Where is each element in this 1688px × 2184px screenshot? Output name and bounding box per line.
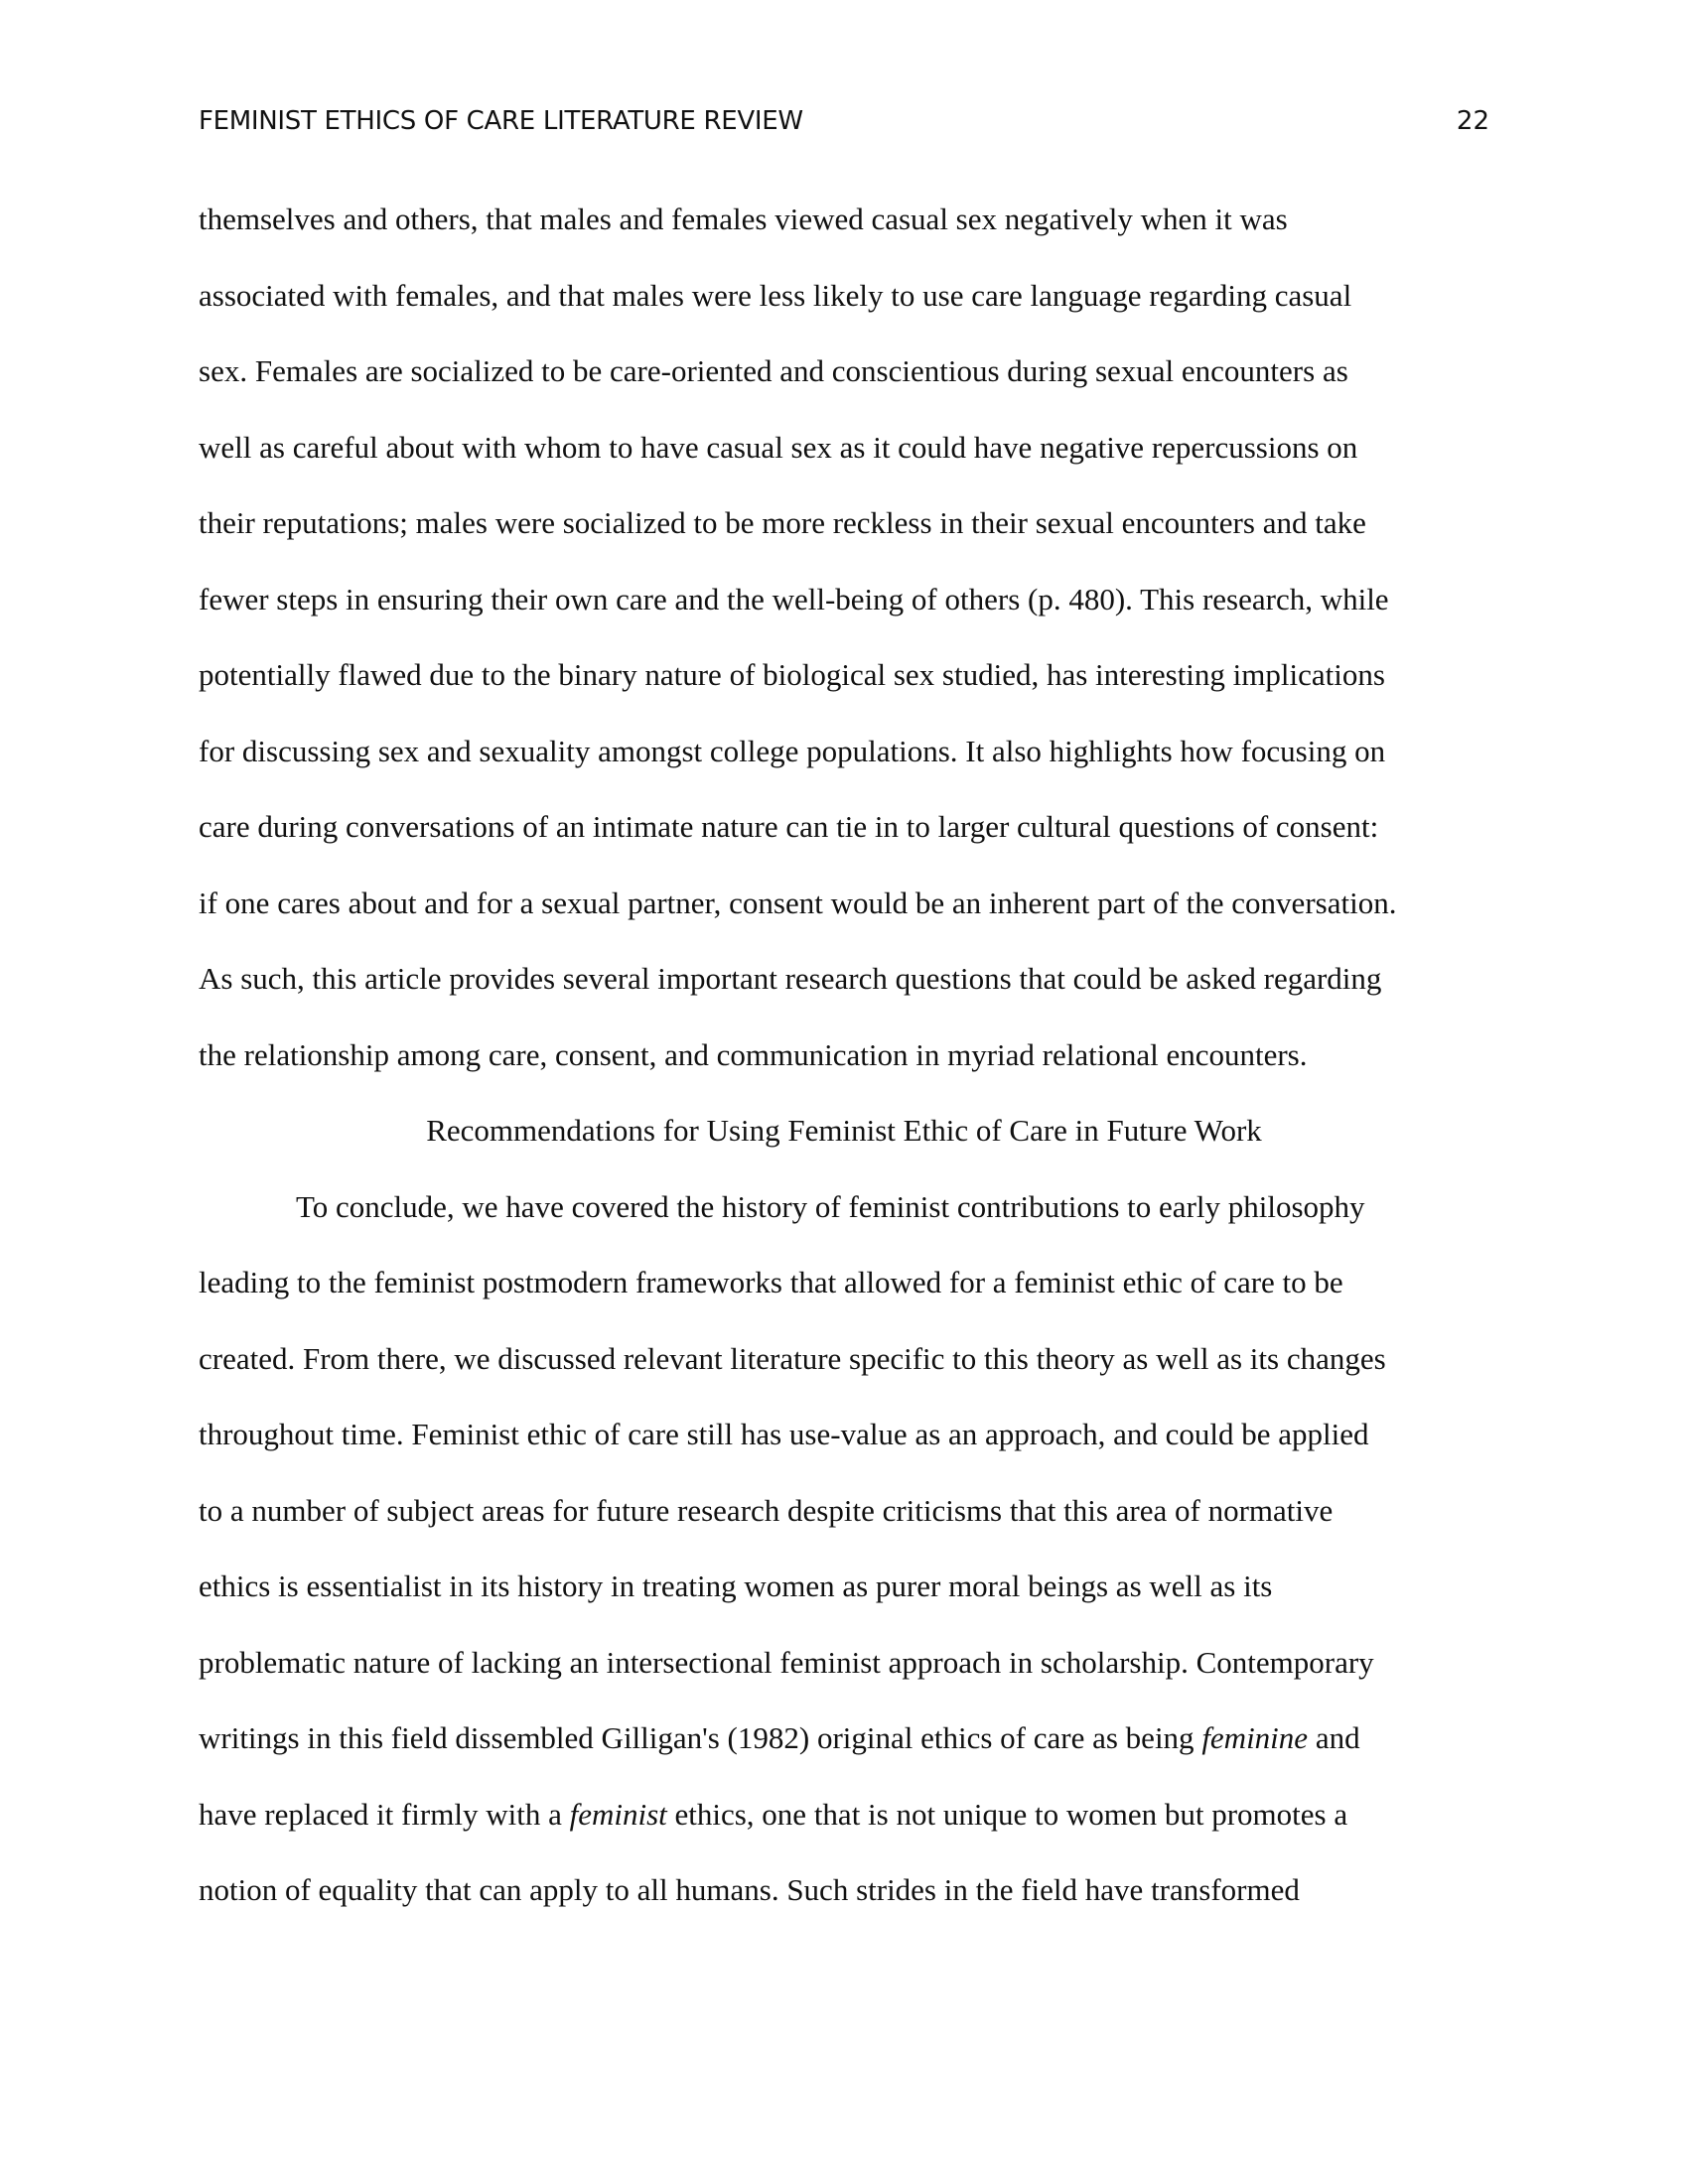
italic-term-feminist: feminist	[569, 1796, 667, 1832]
paragraph-line: well as careful about with whom to have casual sex as it could have negative repercussions on	[199, 429, 1358, 465]
paragraph-line: leading to the feminist postmodern frameworks that allowed for a feminist ethic of care to be	[199, 1265, 1343, 1299]
paragraph-line: As such, this article provides several important research questions that could be asked regarding	[199, 961, 1382, 996]
paragraph-line: themselves and others, that males and females viewed casual sex negatively when it was	[199, 202, 1288, 236]
italic-term-feminine: feminine	[1201, 1720, 1309, 1755]
paragraph-line: their reputations; males were socialized to be more reckless in their sexual encounters and take	[199, 505, 1366, 540]
paragraph-line-feminine	[199, 1713, 1529, 1790]
paragraph-line: To conclude, we have covered the history of feminist contributions to early philosophy	[296, 1188, 1365, 1224]
page-number: 22	[1456, 106, 1489, 136]
running-head	[199, 99, 1489, 143]
running-head-title: FEMINIST ETHICS OF CARE LITERATURE REVIEW	[199, 106, 803, 136]
line-text-before: have replaced it firmly with a	[199, 1796, 570, 1832]
paragraph-line: if one cares about and for a sexual partner, consent would be an inherent part of the conversation.	[199, 885, 1397, 920]
paragraph-line: throughout time. Feminist ethic of care still has use-value as an approach, and could be applied	[199, 1417, 1369, 1451]
paragraph-line: the relationship among care, consent, and communication in myriad relational encounters.	[199, 1036, 1308, 1072]
paragraph-line: associated with females, and that males were less likely to use care language regarding casual	[199, 277, 1352, 313]
paragraph-line-feminist	[199, 1790, 1529, 1866]
paragraph-line: problematic nature of lacking an intersectional feminist approach in scholarship. Contemporary	[199, 1644, 1374, 1680]
paragraph-line: potentially flawed due to the binary nature of biological sex studied, has interesting implications	[199, 657, 1385, 692]
line-text-after: and	[1308, 1720, 1360, 1755]
line-text-after: ethics, one that is not unique to women but promotes a	[666, 1796, 1348, 1832]
paragraph-line: sex. Females are socialized to be care-oriented and conscientious during sexual encounters as	[199, 353, 1348, 388]
line-text-before: writings in this field dissembled Gilligan's (1982) original ethics of care as being	[199, 1720, 1202, 1755]
paragraph-line: ethics is essentialist in its history in treating women as purer moral beings as well as its	[199, 1569, 1273, 1603]
paragraph-line: fewer steps in ensuring their own care and the well-being of others (p. 480). This research, while	[199, 581, 1389, 616]
paragraph-line: created. From there, we discussed relevant literature specific to this theory as well as its changes	[199, 1340, 1386, 1376]
paragraph-line: for discussing sex and sexuality amongst college populations. It also highlights how focusing on	[199, 733, 1386, 768]
paragraph-line: notion of equality that can apply to all humans. Such strides in the field have transformed	[199, 1872, 1300, 1907]
paragraph-line: to a number of subject areas for future research despite criticisms that this area of normative	[199, 1492, 1334, 1528]
paragraph-line: care during conversations of an intimate nature can tie in to larger cultural questions of consent:	[199, 809, 1379, 844]
body-text	[199, 195, 1529, 1942]
section-heading: Recommendations for Using Feminist Ethic of Care in Future Work	[426, 1113, 1262, 1148]
